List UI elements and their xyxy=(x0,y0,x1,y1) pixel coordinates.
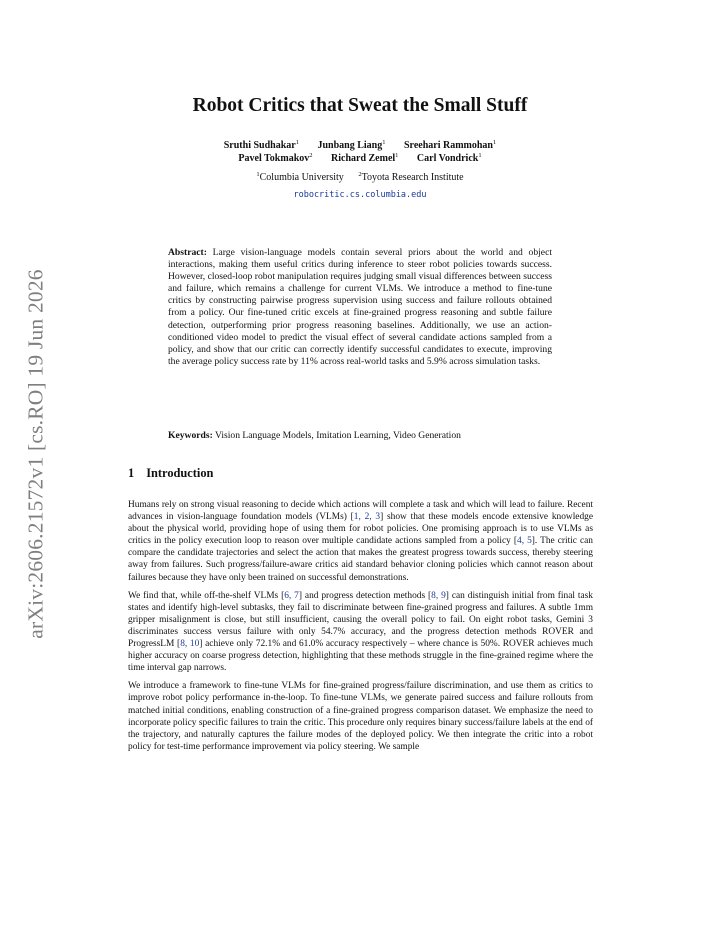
paragraph: Humans rely on strong visual reasoning to decide which actions will complete a task and which will lead to failure. Recent advances in vision-language foundation models (VLMs) [1, 2, 3] show that these models encode extensive knowledge about the physical world, providing hope of using them for robot policies. One promising approach is to use VLMs as critics in the policy execution loop to reason over multiple candidate actions sampled from a policy [4, 5]. The critic can compare the candidate trajectories and select the action that makes the greatest progress towards success, thereby steering away from failures. Such progress/failure-aware critics aid standard behavior cloning policies which cannot reason about failures because they have only been trained on successful demonstrations. xyxy=(128,500,594,583)
author: Junbang Liang$^1$ xyxy=(317,139,386,151)
paragraph: We introduce a framework to fine-tune VLMs for fine-grained progress/failure discrimination, and use them as critics to improve robot policy performance in-the-loop. To fine-tune VLMs, we generate paired success and failure rollouts from matched initial conditions, enabling construction of a fine-grained progress comparison dataset. We emphasize the need to incorporate policy specific failures to train the critic. This procedure only requires binary success/failure labels at the end of the trajectory, and naturally captures the failure modes of the deployed policy. We then integrate the critic into a robot policy for test-time performance improvement via policy steering. We sample xyxy=(128,681,593,752)
author: Sruthi Sudhakar$^1$ xyxy=(223,139,299,151)
citation-link[interactable]: 4, 5 xyxy=(517,536,532,547)
section-title: Introduction xyxy=(146,466,214,480)
keywords xyxy=(168,430,552,441)
citation-link[interactable]: 1, 2, 3 xyxy=(353,512,381,523)
arxiv-id-text: arXiv:2606.21572v1 [cs.RO] 19 Jun 2026 xyxy=(23,269,48,639)
author: Carl Vondrick$^1$ xyxy=(416,152,482,164)
affiliation: $^2$Toyota Research Institute xyxy=(358,171,464,183)
keywords-text: Vision Language Models, Imitation Learning, Video Generation xyxy=(215,430,461,441)
author: Pavel Tokmakov$^2$ xyxy=(238,152,313,164)
abstract xyxy=(168,247,552,368)
keywords-label: Keywords: xyxy=(168,430,213,441)
paper-title: Robot Critics that Sweat the Small Stuff xyxy=(192,95,528,116)
citation-link[interactable]: 8, 10 xyxy=(180,639,200,650)
body-text xyxy=(128,499,593,759)
affiliations xyxy=(0,172,720,183)
paragraph: We find that, while off-the-shelf VLMs [6, 7] and progress detection methods [8, 9] can distinguish initial from final task states and identify high-level subtasks, they fail to discriminate between fine-grained progress and failures. A subtle 1mm gripper misalignment is close, but still insufficient, causing the overall policy to fail. On eight robot tasks, Gemini 3 discriminates success versus failure with only 54.7% accuracy, and the progress detection methods ROVER and ProgressLM [8, 10] achieve only 72.1% and 61.0% accuracy respectively – where chance is 50%. ROVER achieves much higher accuracy on coarse progress detection, highlighting that these methods struggle in the fine-grained regime where the time interval gap narrows. xyxy=(128,590,593,674)
affiliation: $^1$Columbia University xyxy=(256,171,344,183)
citation-link[interactable]: 8, 9 xyxy=(431,590,446,601)
project-url-link[interactable]: robocritic.cs.columbia.edu xyxy=(293,190,427,200)
author: Richard Zemel$^1$ xyxy=(331,152,399,164)
abstract-label: Abstract: xyxy=(168,247,207,258)
author-line-1 xyxy=(0,139,720,152)
citation-link[interactable]: 6, 7 xyxy=(284,590,299,601)
abstract-text: Large vision-language models contain several priors about the world and object interactions, making them useful critics during inference to steer robot policies towards success. However, closed-loop robot manipulation requires judging small visual differences between success and failure, which remains a challenge for current VLMs. We introduce a method to fine-tune critics by constructing pairwise progress supervision using success and failure rollouts obtained from a policy. Our fine-tuned critic excels at fine-grained progress reasoning and subtle failure detection, outperforming prior progress reasoning baselines. Additionally, we use an action-conditioned video model to predict the visual effect of several candidate actions sampled from a policy, and show that our critic can correctly identify successful candidates to execute, improving the average policy success rate by 11% across real-world tasks and 5.9% across simulation tasks. xyxy=(168,247,552,367)
author-block xyxy=(0,139,720,165)
section-number: 1 xyxy=(128,466,135,480)
section-heading xyxy=(128,466,213,481)
arxiv-identifier xyxy=(18,262,54,646)
author-line-2 xyxy=(0,152,720,165)
author: Sreehari Rammohan$^1$ xyxy=(404,139,497,151)
